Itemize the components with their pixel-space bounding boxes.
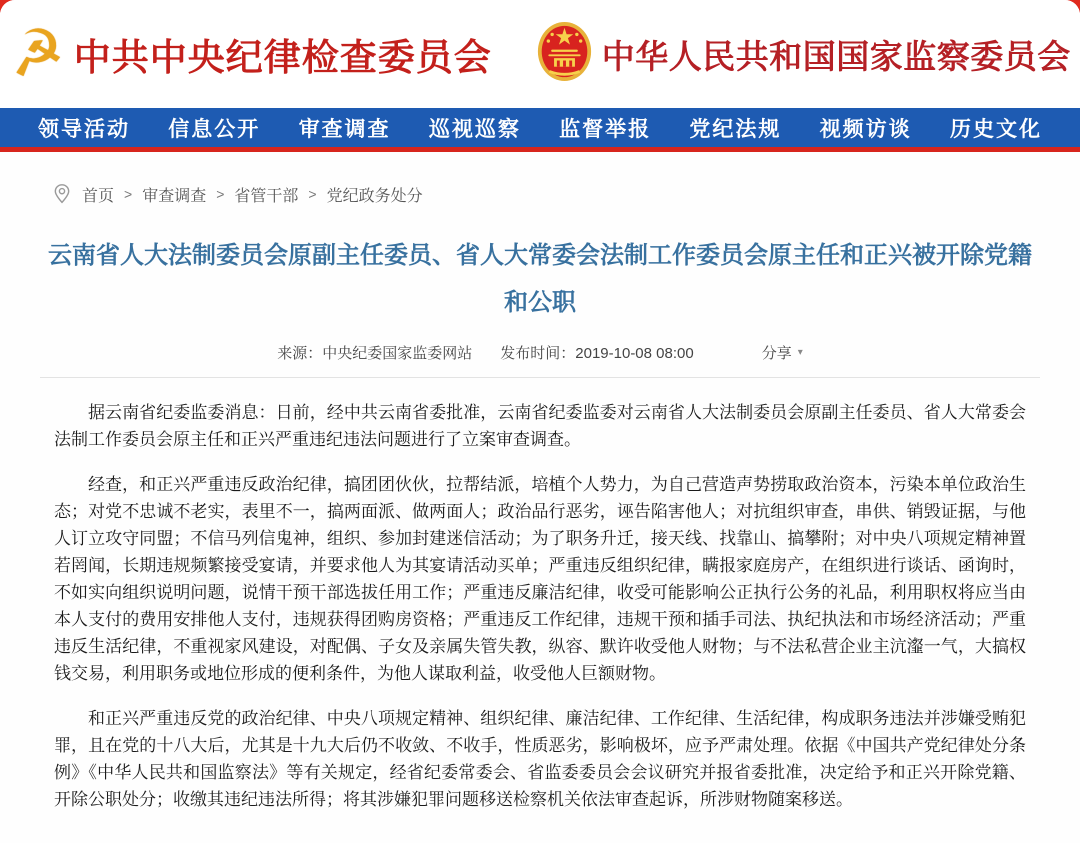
article-meta (0, 342, 1080, 363)
nav-item-video[interactable]: 视频访谈 (819, 117, 912, 141)
article-publish-time: 发布时间：2019-10-08 08:00 (500, 345, 694, 362)
nav-item-leadership[interactable]: 领导活动 (38, 117, 130, 141)
article-body (0, 378, 1080, 843)
share-button[interactable] (762, 342, 803, 363)
nav-item-report[interactable]: 监督举报 (559, 117, 652, 141)
ccdi-logo-link[interactable] (4, 15, 492, 92)
breadcrumb-home[interactable]: 首页 (82, 187, 115, 205)
site-header (0, 0, 1080, 108)
location-pin-icon (52, 182, 72, 206)
article-paragraph: 和正兴严重违反党的政治纪律、中央八项规定精神、组织纪律、廉洁纪律、工作纪律、生活纪律，构成职务违法并涉嫌受贿犯罪，且在党的十八大后，尤其是十九大后仍不收敛、不收手，性质恶劣，影响极坏，应予严肃处理。依据《中国共产党纪律处分条例》《中华人民共和国监察法》等有关规定，经省纪委常委会、省监委委员会会议研究并报省委批准，决定给予和正兴开除党籍、开除公职处分；收缴其违纪违法所得；将其涉嫌犯罪问题移送检察机关依法审查起诉，所涉财物随案移送。 (54, 709, 1026, 809)
share-label: 分享 (761, 345, 792, 362)
ccdi-site-title: 中共中央纪律检查委员会 (73, 37, 492, 78)
nsc-site-title: 中华人民共和国国家监察委员会 (601, 37, 1071, 75)
breadcrumb-review[interactable]: 审查调查 (142, 187, 207, 205)
breadcrumb-separator: > (308, 186, 317, 202)
nav-item-review[interactable]: 审查调查 (298, 117, 391, 141)
main-nav (0, 108, 1080, 152)
breadcrumb-cadres[interactable]: 省管干部 (234, 187, 299, 205)
nav-item-history[interactable]: 历史文化 (949, 117, 1042, 141)
nav-item-info[interactable]: 信息公开 (168, 117, 261, 141)
article-paragraph: 经查，和正兴严重违反政治纪律，搞团团伙伙，拉帮结派，培植个人势力，为自己营造声势捞取政治资本，污染本单位政治生态；对党不忠诚不老实，表里不一，搞两面派、做两面人；政治品行恶劣，诬告陷害他人；对抗组织审查，串供、销毁证据，与他人订立攻守同盟；不信马列信鬼神，组织、参加封建迷信活动；为了职务升迁，接天线、找靠山、搞攀附；对中央八项规定精神置若罔闻，长期违规频繁接受宴请，并要求他人为其宴请活动买单；严重违反组织纪律，瞒报家庭房产，在组织进行谈话、函询时，不如实向组织说明问题，说情干预干部选拔任用工作；严重违反廉洁纪律，收受可能影响公正执行公务的礼品，利用职权将应当由本人支付的费用安排他人支付，违规获得团购房资格；严重违反工作纪律，违规干预和插手司法、执纪执法和市场经济活动；严重违反生活纪律，不重视家风建设，对配偶、子女及亲属失管失教，纵容、默许收受他人财物；与不法私营企业主沆瀣一气，大搞权钱交易，利用职务或地位形成的便利条件，为他人谋取利益，收受他人巨额财物。 (54, 475, 1026, 683)
nsc-logo-link[interactable] (536, 20, 1071, 88)
breadcrumb-current[interactable]: 党纪政务处分 (326, 187, 423, 205)
nav-item-inspection[interactable]: 巡视巡察 (428, 117, 521, 141)
article-paragraph: 据云南省纪委监委消息：日前，经中共云南省委批准，云南省纪委监委对云南省人大法制委员会原副主任委员、省人大常委会法制工作委员会原主任和正兴严重违纪违法问题进行了立案审查调查。 (54, 403, 1026, 449)
breadcrumb-separator: > (216, 186, 225, 202)
breadcrumb-separator: > (124, 186, 133, 202)
breadcrumb (0, 152, 1080, 206)
chevron-down-icon: ▾ (797, 347, 803, 358)
party-emblem-icon: ☭ (4, 15, 70, 92)
nav-item-regulations[interactable]: 党纪法规 (689, 117, 782, 141)
article-source: 来源：中央纪委国家监委网站 (277, 345, 473, 362)
national-emblem-icon (536, 20, 593, 88)
article-title: 云南省人大法制委员会原副主任委员、省人大常委会法制工作委员会原主任和正兴被开除党籍和公职 (48, 242, 1032, 316)
